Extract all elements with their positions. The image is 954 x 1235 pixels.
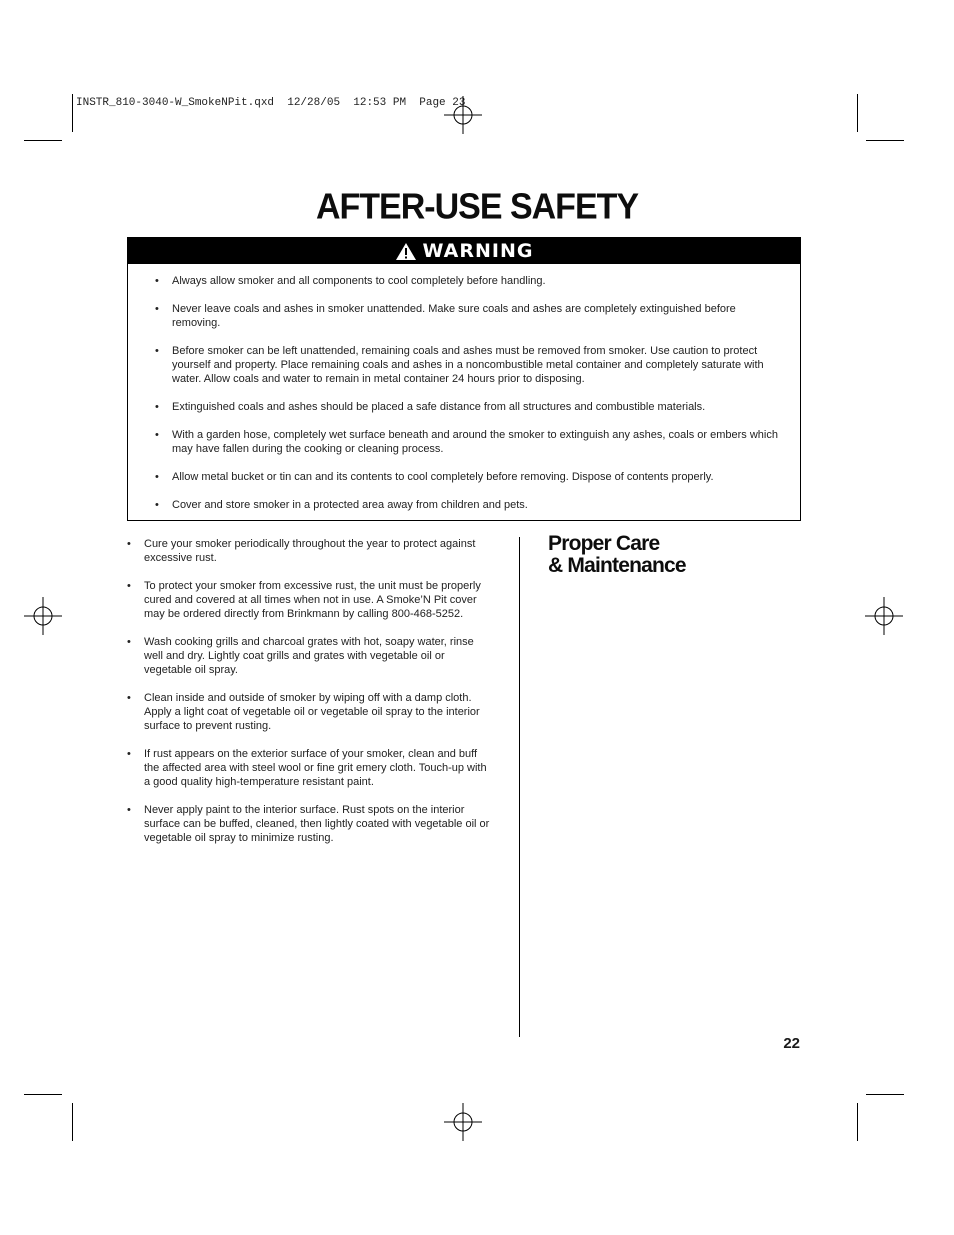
- crop-mark: [866, 140, 904, 141]
- list-item: • If rust appears on the exterior surface of your smoker, clean and buff the affected area with steel wool or fine grit emery cloth. Touch-up with a good quality high-temperature resistant paint.: [144, 747, 494, 789]
- warning-header-bar: [128, 238, 800, 264]
- crop-mark: [857, 94, 858, 132]
- list-item: • With a garden hose, completely wet surface beneath and around the smoker to extinguish any ashes, coals or embers which may have fallen during the cooking or cleaning process.: [172, 428, 780, 456]
- crop-mark: [866, 1094, 904, 1095]
- registration-mark-icon: [865, 597, 903, 635]
- registration-mark-icon: [444, 1103, 482, 1141]
- warning-box: [127, 237, 801, 521]
- crop-mark: [72, 94, 73, 132]
- warning-triangle-icon: [395, 242, 417, 261]
- list-item: • Extinguished coals and ashes should be placed a safe distance from all structures and combustible materials.: [172, 400, 780, 414]
- list-item: • Wash cooking grills and charcoal grates with hot, soapy water, rinse well and dry. Lightly coat grills and grates with vegetable oil or vegetable oil spray.: [144, 635, 494, 677]
- list-item: • Always allow smoker and all components to cool completely before handling.: [172, 274, 780, 288]
- column-divider: [519, 537, 520, 1037]
- warning-label: WARNING: [422, 240, 534, 262]
- registration-mark-icon: [444, 96, 482, 134]
- list-item: • Never leave coals and ashes in smoker unattended. Make sure coals and ashes are completely extinguished before removing.: [172, 302, 780, 330]
- crop-mark: [72, 1103, 73, 1141]
- page-title: AFTER-USE SAFETY: [315, 187, 639, 227]
- crop-mark: [24, 1094, 62, 1095]
- list-item: • Cover and store smoker in a protected area away from children and pets.: [172, 498, 780, 512]
- list-item: • Clean inside and outside of smoker by wiping off with a damp cloth. Apply a light coat of vegetable oil or vegetable oil spray to the interior surface to prevent rusting.: [144, 691, 494, 733]
- list-item: • To protect your smoker from excessive rust, the unit must be properly cured and covered at all times when not in use. A Smoke’N Pit cover may be ordered directly from Brinkmann by calling 800-468-5252.: [144, 579, 494, 621]
- list-item: • Before smoker can be left unattended, remaining coals and ashes must be removed from smoker. Use caution to protect yourself and property. Place remaining coals and ashes in a noncombustible metal container and completely saturate with water. Allow coals and water to remain in metal container 24 hours prior to disposing.: [172, 344, 780, 386]
- print-slug-line: INSTR_810-3040-W_SmokeNPit.qxd 12/28/05 12:53 PM Page 23: [76, 97, 466, 109]
- crop-mark: [24, 140, 62, 141]
- warning-list: [128, 264, 800, 512]
- list-item: • Cure your smoker periodically throughout the year to protect against excessive rust.: [144, 537, 494, 565]
- care-list: [144, 537, 494, 859]
- registration-mark-icon: [24, 597, 62, 635]
- crop-mark: [857, 1103, 858, 1141]
- list-item: • Never apply paint to the interior surface. Rust spots on the interior surface can be buffed, cleaned, then lightly coated with vegetable oil or vegetable oil spray to minimize rusting.: [144, 803, 494, 845]
- section-heading: Proper Care & Maintenance: [548, 532, 686, 577]
- list-item: • Allow metal bucket or tin can and its contents to cool completely before removing. Dispose of contents properly.: [172, 470, 780, 484]
- page-number: 22: [783, 1035, 800, 1052]
